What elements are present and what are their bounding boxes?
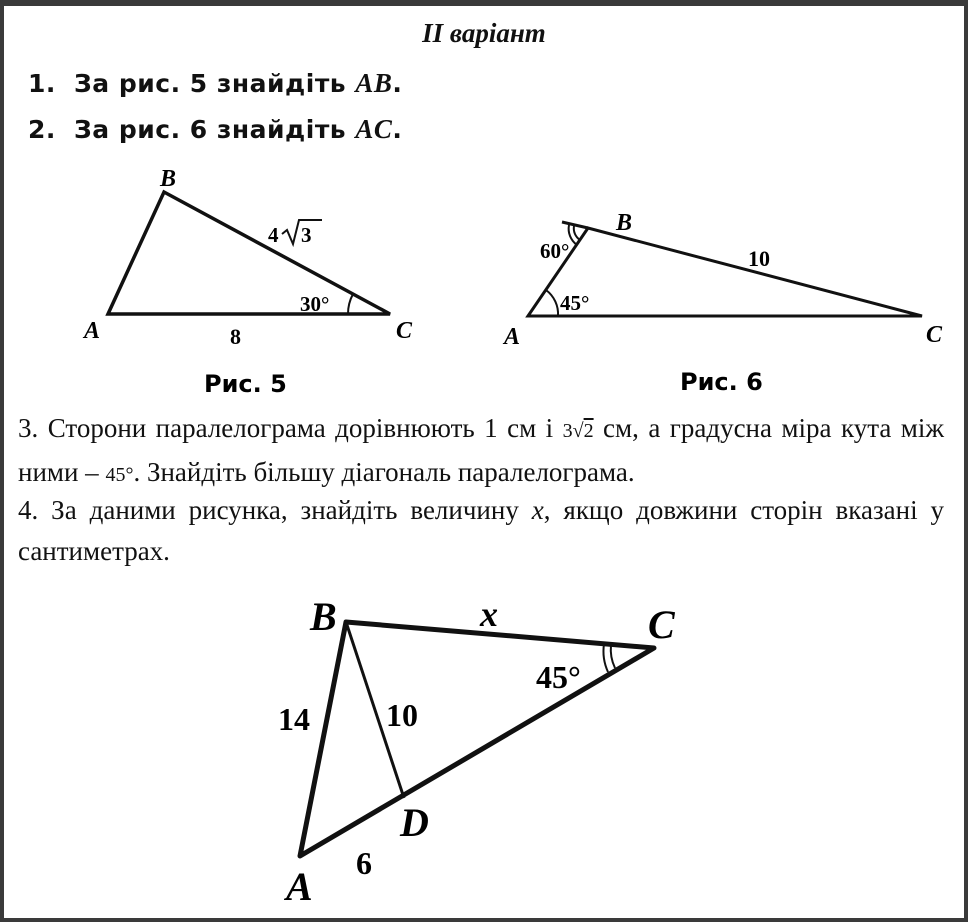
fig4-label-a: A bbox=[286, 864, 313, 909]
fig6-extension-line bbox=[562, 222, 588, 228]
task-1-variable: AB bbox=[355, 68, 393, 98]
task-3-text-a: Сторони паралелограма дорівнюють 1 см і bbox=[47, 413, 554, 443]
task-3-radicand: 2 bbox=[583, 420, 594, 442]
task-4-text-a: За даними рисунка, знайдіть величину bbox=[51, 495, 519, 525]
fig5-angle-arc-c bbox=[348, 294, 353, 314]
figure-task-4 bbox=[254, 584, 714, 918]
task-3: 3. Сторони паралелограма дорівнюють 1 см і 3√2 см, а градусна міра кута між ними – 45°. Знайдіть більшу діагональ паралелограма. bbox=[18, 413, 945, 487]
fig6-side-bc-label: 10 bbox=[748, 246, 770, 271]
task-3-text-b: см, а градусна міра кута між ними – bbox=[18, 413, 945, 487]
task-2-number: 2. bbox=[28, 115, 56, 144]
fig4-side-bc-label: x bbox=[480, 594, 498, 634]
fig5-label-b: B bbox=[160, 166, 177, 192]
fig4-side-ab-label: 14 bbox=[278, 701, 310, 737]
task-1 bbox=[28, 68, 402, 99]
task-3-coef: 3 bbox=[562, 420, 573, 442]
figure-6 bbox=[484, 156, 964, 406]
fig5-label-c: C bbox=[396, 318, 413, 344]
fig4-side-bd-label: 10 bbox=[386, 697, 418, 733]
fig6-caption: Рис. 6 bbox=[680, 368, 763, 396]
task-1-end: . bbox=[392, 69, 403, 98]
worksheet-page bbox=[4, 6, 964, 918]
task-2-text: За рис. 6 знайдіть bbox=[74, 115, 356, 144]
task-4-number: 4. bbox=[18, 495, 39, 525]
task-3-number: 3. bbox=[18, 413, 39, 443]
fig4-side-ad-label: 6 bbox=[356, 845, 372, 881]
task-3-angle: 45° bbox=[105, 464, 134, 486]
fig5-side-bc-rad: 3 bbox=[301, 223, 312, 247]
fig4-angle-arc-c-outer bbox=[603, 644, 608, 672]
task-1-text: За рис. 5 знайдіть bbox=[74, 69, 356, 98]
fig5-side-ac-label: 8 bbox=[230, 324, 241, 349]
task-2-end: . bbox=[392, 115, 403, 144]
fig5-caption: Рис. 5 bbox=[204, 370, 287, 398]
task-4 bbox=[18, 490, 944, 572]
task-2 bbox=[28, 114, 402, 145]
task-2-variable: AC bbox=[355, 114, 393, 144]
fig5-side-bc-coef: 4 bbox=[268, 223, 279, 247]
fig6-angle-arc-b-inner bbox=[574, 226, 580, 240]
fig6-angle-a-label: 45° bbox=[560, 291, 590, 315]
fig5-label-a: A bbox=[84, 318, 101, 344]
fig5-triangle bbox=[108, 192, 390, 314]
fig4-label-c: C bbox=[648, 602, 675, 647]
fig4-angle-c-label: 45° bbox=[536, 659, 581, 695]
fig6-angle-b-label: 60° bbox=[540, 239, 570, 263]
task-1-number: 1. bbox=[28, 69, 56, 98]
fig4-angle-arc-c-inner bbox=[611, 645, 615, 668]
variant-title: II варіант bbox=[422, 18, 546, 48]
fig6-angle-arc-a bbox=[546, 290, 558, 316]
figure-5 bbox=[4, 156, 484, 406]
fig4-triangle bbox=[300, 622, 654, 856]
task-4-variable: x bbox=[531, 495, 544, 525]
fig6-label-c: C bbox=[926, 322, 943, 348]
fig6-label-a: A bbox=[504, 324, 521, 350]
fig4-label-b: B bbox=[310, 594, 337, 639]
fig5-side-bc-label bbox=[268, 220, 322, 247]
fig5-angle-c-label: 30° bbox=[300, 292, 330, 316]
task-4-text-b: , якщо довжини сторін вказані у сантиметрах. bbox=[18, 495, 945, 566]
fig6-label-b: B bbox=[616, 210, 633, 236]
fig4-label-d: D bbox=[400, 800, 429, 845]
task-3-text-c: . Знайдіть більшу діагональ паралелограма. bbox=[133, 457, 635, 487]
